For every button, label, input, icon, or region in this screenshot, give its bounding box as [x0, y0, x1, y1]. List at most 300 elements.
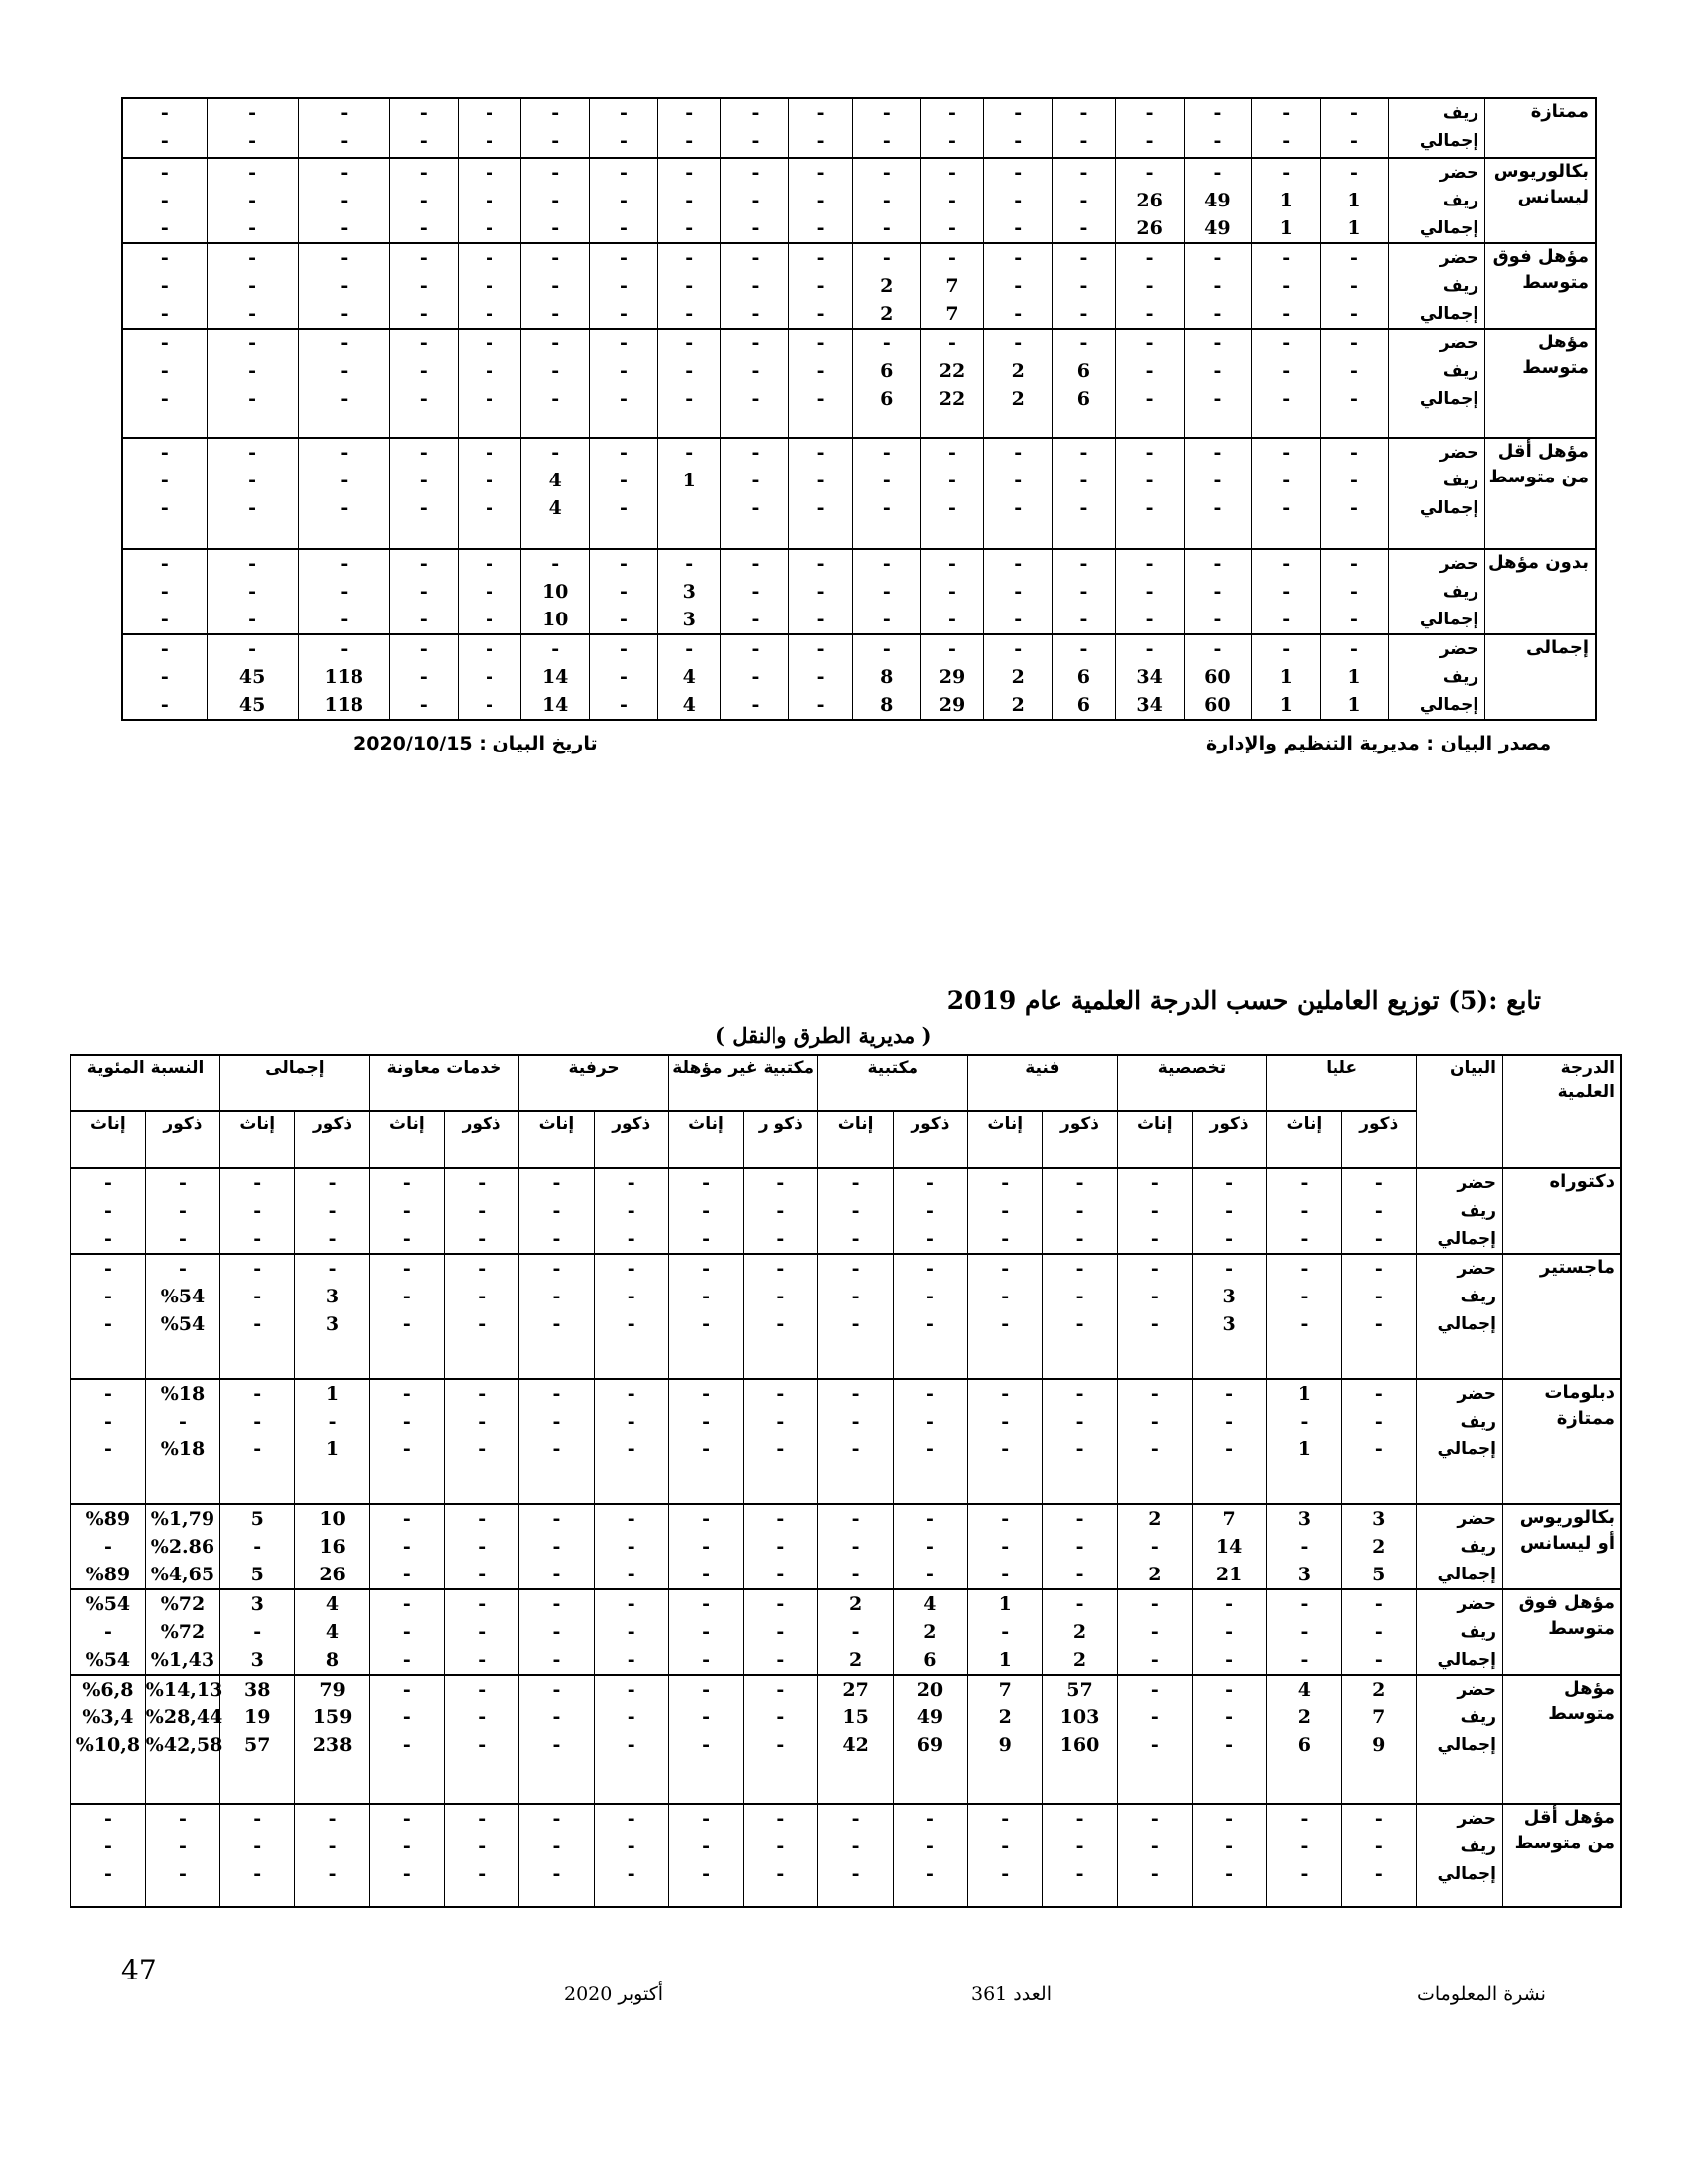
cell-value: 3	[1222, 1286, 1236, 1307]
cell-value: -	[103, 1808, 112, 1830]
degree-row	[70, 1589, 1621, 1675]
group-header: تخصصية	[1117, 1055, 1267, 1111]
cell-value: -	[1150, 1734, 1159, 1756]
cell-value: -	[882, 442, 891, 464]
area-type-label: ريف	[1442, 582, 1479, 602]
cell-value: -	[551, 303, 560, 325]
value-cell	[369, 1504, 444, 1589]
cell-value: 1	[325, 1438, 340, 1460]
cell-value: -	[1145, 470, 1154, 491]
cell-value: -	[627, 1258, 635, 1280]
cell-value: -	[1350, 360, 1358, 382]
cell-value: -	[340, 217, 349, 239]
cell-value: -	[478, 1564, 487, 1585]
degree-row	[70, 1254, 1621, 1379]
value-cell	[721, 158, 789, 243]
cell-value: -	[948, 638, 956, 660]
cell-value: -	[702, 1836, 710, 1857]
value-cell	[818, 1504, 893, 1589]
area-type-label: إجمالي	[1419, 498, 1479, 518]
cell-value: -	[685, 190, 694, 211]
cell-value: -	[1150, 1536, 1159, 1558]
cell-value: 38	[244, 1679, 271, 1701]
cell-value: -	[627, 1593, 635, 1615]
cell-value: -	[1300, 1621, 1309, 1643]
cell-value: -	[419, 694, 428, 716]
cell-value: 14	[541, 666, 569, 688]
cell-value: -	[1150, 1649, 1159, 1671]
cell-value: -	[702, 1593, 710, 1615]
cell-value: -	[179, 1200, 187, 1222]
cell-value: -	[620, 217, 628, 239]
cell-value: -	[925, 1808, 934, 1830]
value-cell	[1043, 1168, 1117, 1254]
cell-value: -	[253, 1411, 262, 1433]
cell-value: -	[103, 1313, 112, 1335]
cell-value: -	[948, 553, 956, 575]
area-type-label: ريف	[1442, 361, 1479, 381]
group-header: إجمالى	[220, 1055, 370, 1111]
cell-value: -	[1079, 190, 1088, 211]
cell-value: -	[340, 470, 349, 491]
value-cell	[789, 158, 853, 243]
degree-label: بكالوريوس ليسانس	[1485, 158, 1596, 243]
cell-value: 2	[1011, 360, 1025, 382]
statement-header: البيان	[1417, 1055, 1503, 1168]
cell-value: 42	[842, 1734, 869, 1756]
cell-value: -	[1225, 1649, 1234, 1671]
table-title: تابع :(5) توزيع العاملين حسب الدرجة العلمية عام 2019	[946, 986, 1541, 1015]
cell-value: -	[925, 1536, 934, 1558]
value-cell	[1267, 1589, 1341, 1675]
cell-value: -	[925, 1508, 934, 1530]
value-cell	[145, 1675, 223, 1804]
area-type-cell	[1388, 549, 1484, 634]
cell-value: -	[1282, 303, 1291, 325]
cell-value: -	[620, 609, 628, 630]
cell-value: -	[1145, 388, 1154, 410]
cell-value: -	[248, 553, 257, 575]
value-cell	[721, 634, 789, 720]
cell-value: -	[882, 102, 891, 124]
cell-value: -	[776, 1706, 785, 1728]
cell-value: -	[1150, 1200, 1159, 1222]
cell-value: -	[248, 303, 257, 325]
cell-value: -	[751, 694, 760, 716]
value-cell	[1321, 549, 1389, 634]
degree-row	[122, 438, 1596, 549]
cell-value: -	[1300, 1286, 1309, 1307]
cell-value: -	[620, 442, 628, 464]
degree-label: مؤهل أقل من متوسط	[1485, 438, 1596, 549]
cell-value: -	[1014, 217, 1023, 239]
value-cell	[220, 1675, 295, 1804]
cell-value: -	[882, 130, 891, 152]
cell-value: -	[702, 1649, 710, 1671]
value-cell	[295, 1379, 369, 1504]
cell-value: 60	[1204, 694, 1231, 716]
cell-value: -	[702, 1863, 710, 1885]
cell-value: -	[1145, 360, 1154, 382]
value-cell	[122, 329, 207, 438]
value-cell	[744, 1804, 818, 1907]
cell-value: -	[402, 1228, 411, 1250]
cell-value: -	[925, 1258, 934, 1280]
cell-value: -	[620, 581, 628, 603]
cell-value: -	[1075, 1172, 1084, 1194]
value-cell	[744, 1675, 818, 1804]
cell-value: 49	[1204, 190, 1231, 211]
cell-value: -	[552, 1438, 561, 1460]
cell-value: -	[702, 1564, 710, 1585]
cell-value: -	[620, 303, 628, 325]
cell-value: -	[1001, 1411, 1010, 1433]
cell-value: -	[925, 1564, 934, 1585]
cell-value: -	[948, 333, 956, 354]
cell-value: -	[816, 130, 825, 152]
cell-value: 2	[1011, 694, 1025, 716]
cell-value: -	[419, 275, 428, 297]
cell-value: 60	[1204, 666, 1231, 688]
value-cell	[1115, 438, 1184, 549]
area-type-cell	[1388, 438, 1484, 549]
cell-value: -	[620, 275, 628, 297]
cell-value: -	[627, 1200, 635, 1222]
cell-value: 8	[325, 1649, 340, 1671]
cell-value: -	[478, 1258, 487, 1280]
cell-value: -	[882, 333, 891, 354]
cell-value: 2	[849, 1593, 863, 1615]
cell-value: -	[1014, 247, 1023, 269]
cell-value: -	[1014, 275, 1023, 297]
area-type-label: حضر	[1457, 1173, 1496, 1193]
area-type-label: ريف	[1460, 1622, 1496, 1642]
cell-value: 1	[325, 1383, 340, 1405]
cell-value: -	[627, 1649, 635, 1671]
cell-value: -	[1150, 1228, 1159, 1250]
cell-value: 8	[880, 694, 894, 716]
cell-value: -	[552, 1621, 561, 1643]
cell-value: -	[1225, 1706, 1234, 1728]
table-subtitle: ( مديرية الطرق والنقل )	[715, 1024, 932, 1048]
cell-value: -	[685, 333, 694, 354]
cell-value: -	[1075, 1863, 1084, 1885]
value-cell	[721, 549, 789, 634]
cell-value: %10,8	[75, 1734, 141, 1756]
cell-value: -	[620, 247, 628, 269]
cell-value: -	[1145, 130, 1154, 152]
cell-value: -	[1145, 638, 1154, 660]
cell-value: -	[1001, 1313, 1010, 1335]
value-cell	[668, 1168, 743, 1254]
value-cell	[1321, 158, 1389, 243]
cell-value: -	[1145, 162, 1154, 184]
value-cell	[1252, 158, 1321, 243]
female-subheader: إناث	[369, 1111, 444, 1168]
cell-value: -	[419, 609, 428, 630]
value-cell	[207, 158, 298, 243]
cell-value: -	[882, 581, 891, 603]
cell-value: 34	[1136, 666, 1163, 688]
cell-value: -	[552, 1172, 561, 1194]
cell-value: -	[179, 1258, 187, 1280]
cell-value: 57	[244, 1734, 271, 1756]
cell-value: -	[419, 666, 428, 688]
value-cell	[519, 1254, 594, 1379]
value-cell	[984, 549, 1053, 634]
value-cell	[721, 98, 789, 158]
area-type-label: حضر	[1457, 1594, 1496, 1614]
cell-value: -	[486, 442, 493, 464]
cell-value: -	[419, 102, 428, 124]
cell-value: -	[776, 1536, 785, 1558]
value-cell	[1115, 634, 1184, 720]
cell-value: 4	[548, 497, 562, 519]
value-cell	[1321, 329, 1389, 438]
value-cell	[668, 1804, 743, 1907]
cell-value: -	[328, 1836, 337, 1857]
cell-value: -	[702, 1734, 710, 1756]
value-cell	[1117, 1379, 1192, 1504]
cell-value: -	[1225, 1863, 1234, 1885]
cell-value: -	[925, 1863, 934, 1885]
cell-value: 5	[1372, 1564, 1386, 1585]
value-cell	[1267, 1379, 1341, 1504]
cell-value: -	[685, 638, 694, 660]
cell-value: -	[627, 1438, 635, 1460]
cell-value: -	[1075, 1593, 1084, 1615]
cell-value: %1,79	[150, 1508, 215, 1530]
value-cell	[458, 158, 521, 243]
cell-value: -	[1282, 247, 1291, 269]
value-cell	[1043, 1504, 1117, 1589]
cell-value: 10	[541, 609, 569, 630]
cell-value: -	[1282, 553, 1291, 575]
cell-value: -	[340, 275, 349, 297]
value-cell	[594, 1379, 668, 1504]
cell-value: -	[1213, 247, 1222, 269]
cell-value: -	[1145, 497, 1154, 519]
cell-value: -	[627, 1536, 635, 1558]
cell-value: -	[1213, 497, 1222, 519]
cell-value: -	[816, 303, 825, 325]
cell-value: -	[751, 497, 760, 519]
cell-value: -	[1014, 333, 1023, 354]
cell-value: -	[1225, 1200, 1234, 1222]
value-cell	[984, 243, 1053, 329]
cell-value: -	[776, 1200, 785, 1222]
area-type-label: ريف	[1442, 471, 1479, 490]
cell-value: -	[160, 360, 169, 382]
cell-value: -	[1213, 360, 1222, 382]
degree-row	[70, 1504, 1621, 1589]
value-cell	[369, 1589, 444, 1675]
area-type-label: حضر	[1439, 443, 1479, 463]
cell-value: -	[478, 1621, 487, 1643]
cell-value: -	[1150, 1438, 1159, 1460]
cell-value: -	[419, 333, 428, 354]
value-cell	[1192, 1589, 1266, 1675]
cell-value: -	[486, 162, 493, 184]
cell-value: -	[1079, 470, 1088, 491]
cell-value: -	[627, 1564, 635, 1585]
value-cell	[389, 634, 458, 720]
cell-value: -	[1150, 1286, 1159, 1307]
cell-value: -	[1374, 1438, 1383, 1460]
cell-value: -	[882, 553, 891, 575]
value-cell	[852, 549, 920, 634]
value-cell	[207, 329, 298, 438]
degree-row	[70, 1804, 1621, 1907]
value-cell	[818, 1804, 893, 1907]
cell-value: -	[478, 1734, 487, 1756]
cell-value: -	[882, 497, 891, 519]
cell-value: -	[552, 1863, 561, 1885]
cell-value: -	[340, 388, 349, 410]
value-cell	[1267, 1804, 1341, 1907]
cell-value: -	[1225, 1411, 1234, 1433]
cell-value: -	[478, 1438, 487, 1460]
cell-value: -	[1225, 1438, 1234, 1460]
area-type-label: إجمالي	[1419, 610, 1479, 629]
cell-value: -	[816, 553, 825, 575]
male-subheader: ذكور	[444, 1111, 518, 1168]
cell-value: -	[340, 130, 349, 152]
value-cell	[818, 1589, 893, 1675]
cell-value: -	[685, 217, 694, 239]
cell-value: -	[627, 1863, 635, 1885]
cell-value: -	[685, 275, 694, 297]
cell-value: -	[253, 1621, 262, 1643]
cell-value: %54	[160, 1286, 206, 1307]
cell-value: -	[486, 609, 493, 630]
cell-value: -	[948, 609, 956, 630]
value-cell	[519, 1168, 594, 1254]
cell-value: 26	[1136, 217, 1163, 239]
value-cell	[1117, 1675, 1192, 1804]
cell-value: -	[620, 102, 628, 124]
cell-value: -	[1350, 581, 1358, 603]
cell-value: -	[702, 1411, 710, 1433]
cell-value: -	[685, 162, 694, 184]
cell-value: -	[1001, 1258, 1010, 1280]
cell-value: -	[1150, 1313, 1159, 1335]
value-cell	[1252, 98, 1321, 158]
value-cell	[590, 634, 658, 720]
cell-value: %54	[160, 1313, 206, 1335]
cell-value: -	[1014, 497, 1023, 519]
value-cell	[668, 1379, 743, 1504]
area-type-label: إجمالي	[1437, 1650, 1496, 1670]
cell-value: -	[1350, 470, 1358, 491]
cell-value: -	[160, 470, 169, 491]
value-cell	[818, 1168, 893, 1254]
cell-value: -	[751, 162, 760, 184]
cell-value: 1	[1279, 190, 1293, 211]
value-cell	[852, 158, 920, 243]
area-type-cell	[1417, 1379, 1503, 1504]
cell-value: -	[1150, 1411, 1159, 1433]
cell-value: -	[685, 247, 694, 269]
cell-value: -	[1075, 1411, 1084, 1433]
value-cell	[1184, 438, 1252, 549]
value-cell	[122, 98, 207, 158]
cell-value: -	[1145, 442, 1154, 464]
value-cell	[1341, 1504, 1416, 1589]
area-type-cell	[1388, 329, 1484, 438]
cell-value: 3	[1222, 1313, 1236, 1335]
cell-value: -	[486, 247, 493, 269]
value-cell	[1115, 98, 1184, 158]
cell-value: -	[1001, 1564, 1010, 1585]
cell-value: 22	[938, 388, 966, 410]
value-cell	[1053, 549, 1116, 634]
area-type-cell	[1388, 158, 1484, 243]
cell-value: -	[340, 553, 349, 575]
cell-value: -	[340, 581, 349, 603]
value-cell	[668, 1675, 743, 1804]
cell-value: -	[627, 1383, 635, 1405]
cell-value: -	[160, 497, 169, 519]
cell-value: 5	[250, 1508, 264, 1530]
degree-row	[122, 634, 1596, 720]
cell-value: -	[551, 217, 560, 239]
value-cell	[444, 1254, 518, 1379]
cell-value: -	[340, 102, 349, 124]
cell-value: -	[851, 1438, 860, 1460]
cell-value: -	[340, 247, 349, 269]
value-cell	[968, 1168, 1043, 1254]
female-subheader: إناث	[519, 1111, 594, 1168]
cell-value: -	[751, 581, 760, 603]
cell-value: 5	[250, 1564, 264, 1585]
cell-value: -	[248, 497, 257, 519]
cell-value: -	[419, 162, 428, 184]
cell-value: 6	[1076, 388, 1091, 410]
cell-value: -	[551, 247, 560, 269]
value-cell	[968, 1379, 1043, 1504]
cell-value: -	[1079, 275, 1088, 297]
value-cell	[1192, 1379, 1266, 1504]
value-cell	[893, 1589, 967, 1675]
cell-value: -	[328, 1172, 337, 1194]
cell-value: -	[1300, 1536, 1309, 1558]
cell-value: -	[1300, 1313, 1309, 1335]
area-type-cell	[1417, 1504, 1503, 1589]
cell-value: -	[882, 190, 891, 211]
cell-value: -	[1350, 553, 1358, 575]
cell-value: -	[702, 1438, 710, 1460]
female-subheader: إناث	[968, 1111, 1043, 1168]
cell-value: -	[1079, 581, 1088, 603]
value-cell	[220, 1168, 295, 1254]
cell-value: -	[702, 1679, 710, 1701]
cell-value: -	[103, 1438, 112, 1460]
cell-value: -	[776, 1593, 785, 1615]
value-cell	[789, 243, 853, 329]
cell-value: -	[1350, 162, 1358, 184]
cell-value: -	[620, 162, 628, 184]
value-cell	[1184, 158, 1252, 243]
degree-label: مؤهل متوسط	[1503, 1675, 1622, 1804]
cell-value: -	[1300, 1863, 1309, 1885]
cell-value: 16	[319, 1536, 346, 1558]
cell-value: -	[851, 1286, 860, 1307]
female-subheader: إناث	[1117, 1111, 1192, 1168]
cell-value: -	[1079, 442, 1088, 464]
cell-value: -	[702, 1172, 710, 1194]
cell-value: -	[1150, 1863, 1159, 1885]
